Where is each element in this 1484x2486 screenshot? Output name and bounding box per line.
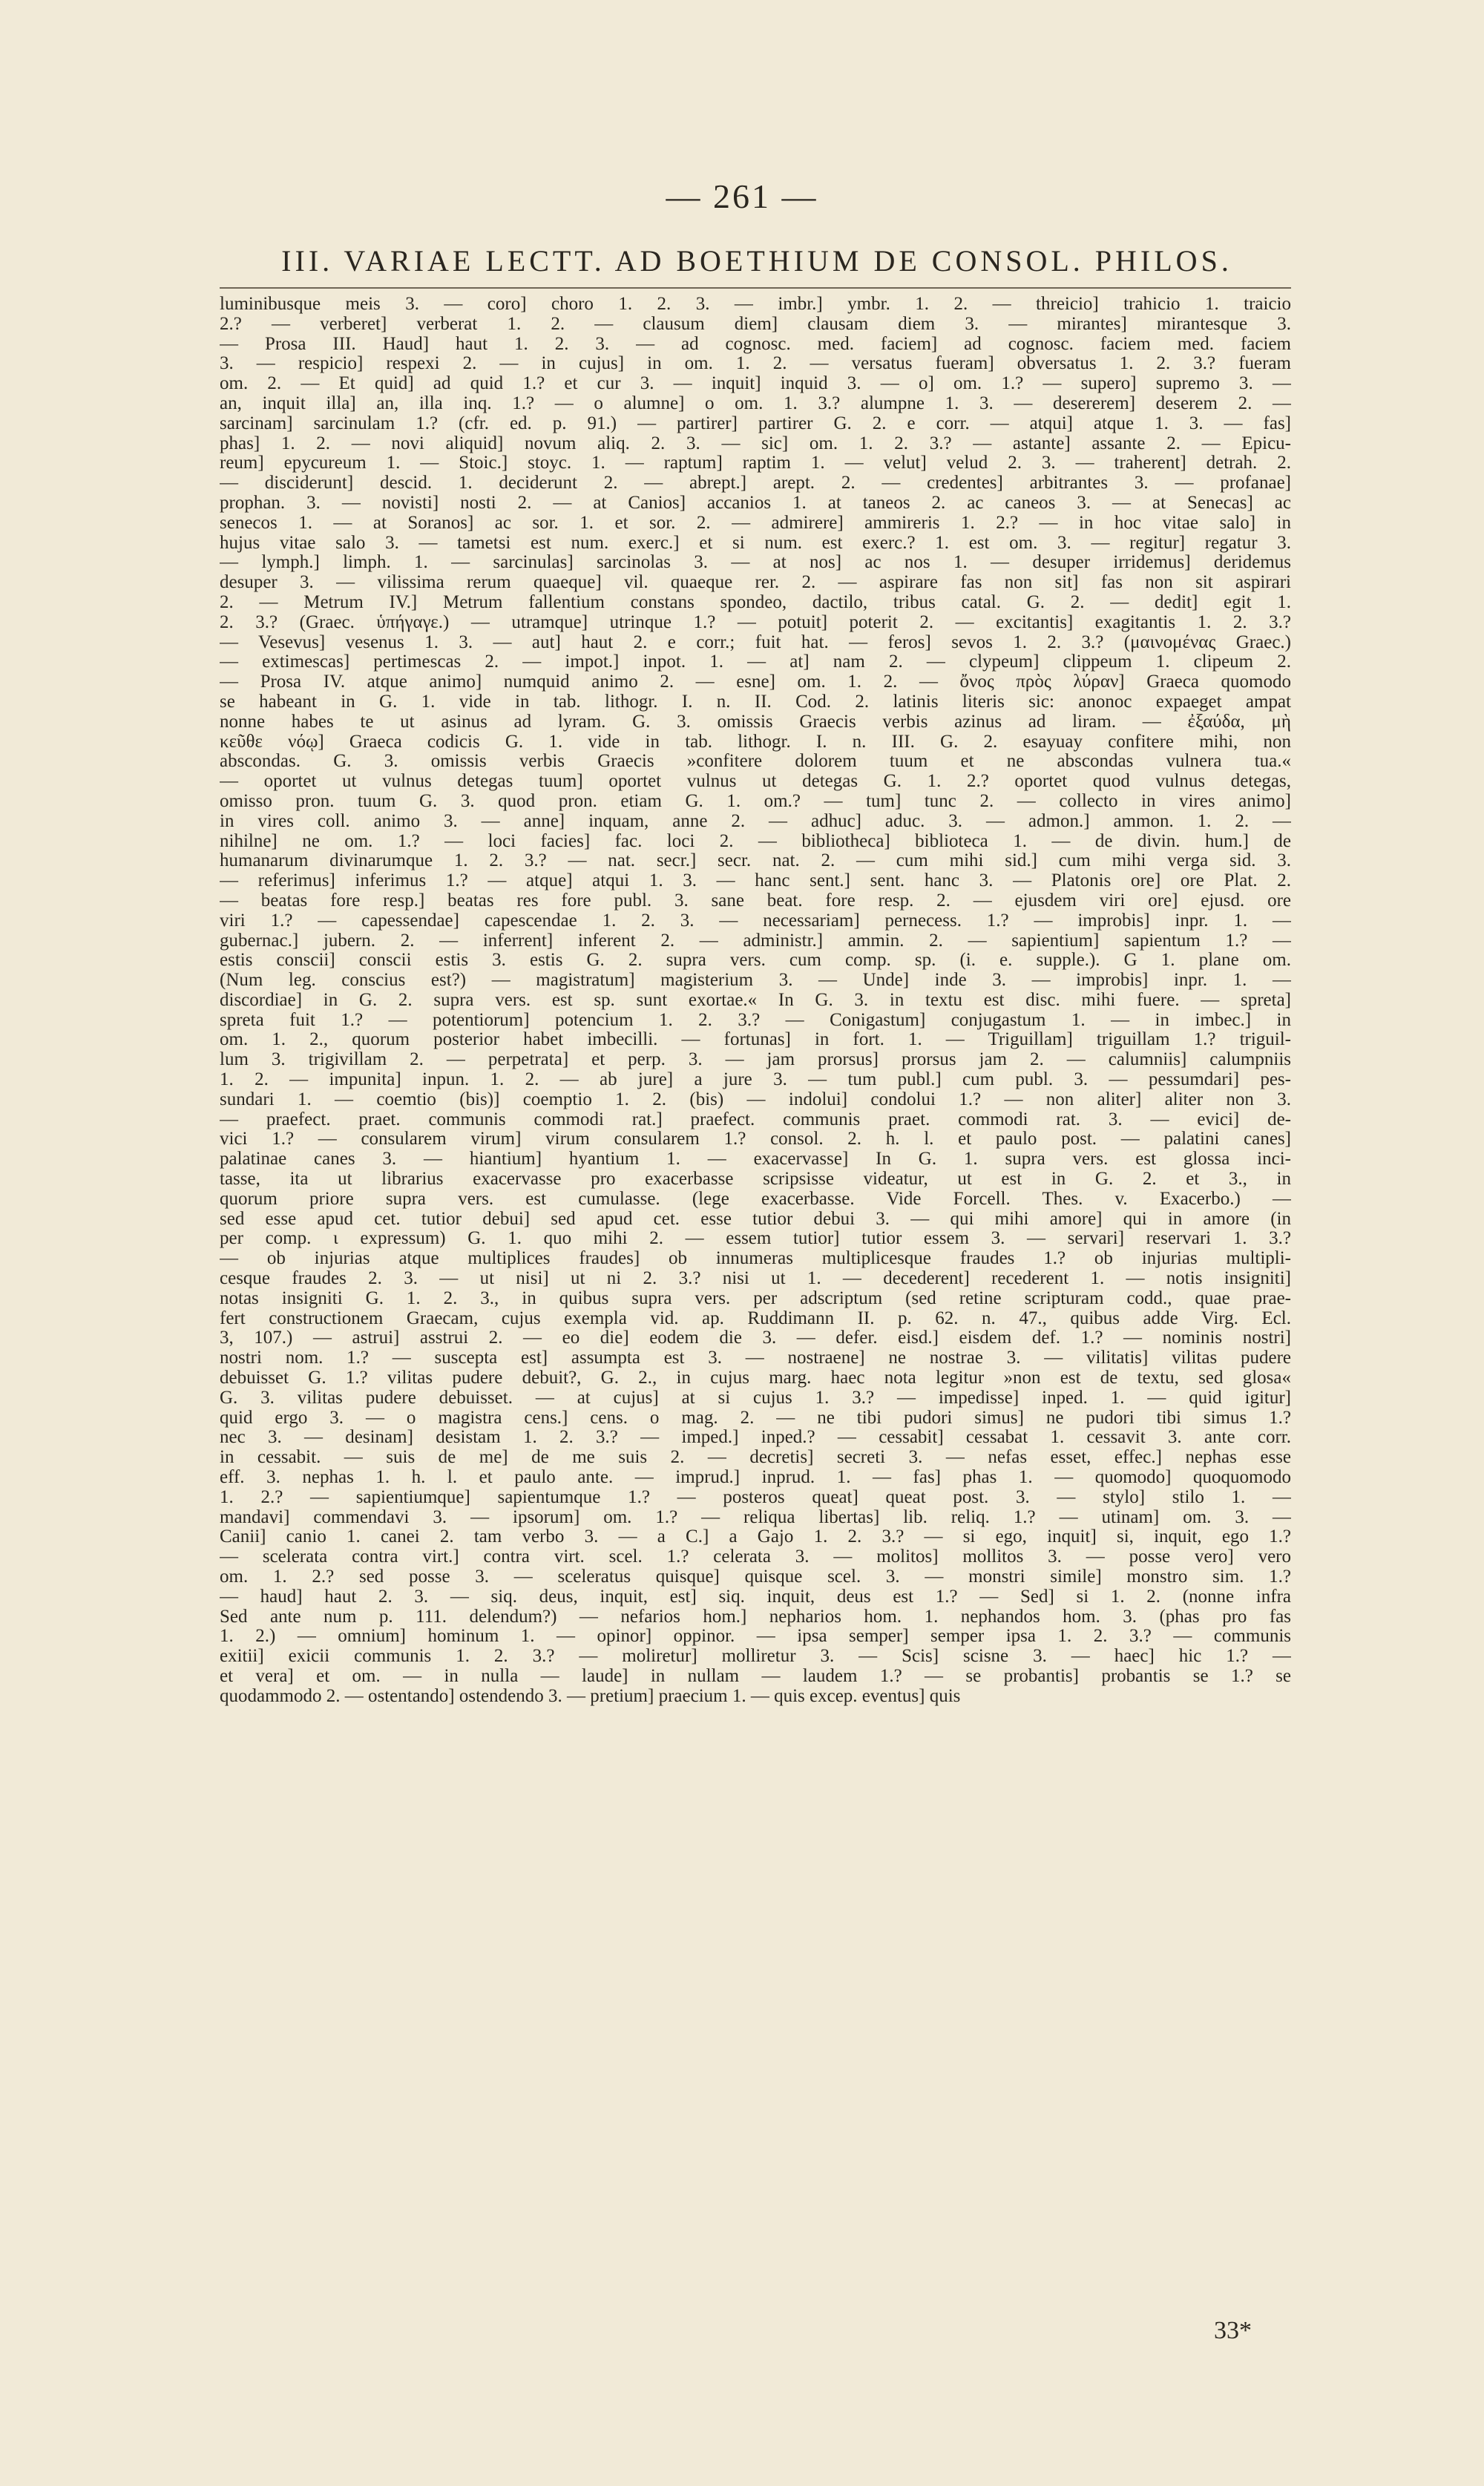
text-line: — Prosa III. Haud] haut 1. 2. 3. — ad cognosc. med. faciem] ad cognosc. faciem med. faciem: [220, 333, 1291, 354]
text-line: desuper 3. — vilissima rerum quaeque] vil. quaeque rer. 2. — aspirare fas non sit] fas non sit aspirari: [220, 572, 1291, 593]
text-line: senecos 1. — at Soranos] ac sor. 1. et sor. 2. — admirere] ammireris 1. 2.? — in hoc vitae salo] in: [220, 512, 1291, 533]
text-line: spreta fuit 1.? — potentiorum] potencium 1. 2. 3.? — Conigastum] conjugastum 1. — in imbec.] in: [220, 1009, 1291, 1030]
text-line: κεῦθε νόῳ] Graeca codicis G. 1. vide in tab. lithogr. I. n. III. G. 2. esayuay confitere mihi, non: [220, 731, 1291, 752]
text-line: humanarum divinarumque 1. 2. 3.? — nat. secr.] secr. nat. 2. — cum mihi sid.] cum mihi verga sid. 3.: [220, 850, 1291, 871]
text-line: prophan. 3. — novisti] nosti 2. — at Canios] accanios 1. at taneos 2. ac caneos 3. — at Senecas] ac: [220, 492, 1291, 513]
text-line: Canii] canio 1. canei 2. tam verbo 3. — a C.] a Gajo 1. 2. 3.? — si ego, inquit] si, inquit, ego 1.?: [220, 1526, 1291, 1547]
text-line: se habeant in G. 1. vide in tab. lithogr. I. n. II. Cod. 2. latinis literis sic: anonoc expaeget ampat: [220, 691, 1291, 712]
text-line: discordiae] in G. 2. supra vers. est sp. sunt exortae.« In G. 3. in textu est disc. mihi fuere. — spreta]: [220, 989, 1291, 1010]
text-line: nonne habes te ut asinus ad lyram. G. 3. omissis Graecis verbis azinus ad liram. — ἐξαύδα, μὴ: [220, 711, 1291, 732]
text-line: vici 1.? — consularem virum] virum consularem 1.? consol. 2. h. l. et paulo post. — palatini canes]: [220, 1129, 1291, 1149]
text-line: et vera] et om. — in nulla — laude] in nullam — laudem 1.? — se probantis] probantis se 1.? se: [220, 1665, 1291, 1686]
text-line: in cessabit. — suis de me] de me suis 2. — decretis] secreti 3. — nefas esset, effec.] nephas esse: [220, 1447, 1291, 1468]
apparatus-text: [220, 295, 1291, 2312]
text-line: sed esse apud cet. tutior debui] sed apud cet. esse tutior debui 3. — qui mihi amore] qui in amore (in: [220, 1208, 1291, 1229]
text-line: viri 1.? — capessendae] capescendae 1. 2. 3. — necessariam] pernecess. 1.? — improbis] inpr. 1. —: [220, 910, 1291, 931]
text-line: eff. 3. nephas 1. h. l. et paulo ante. — imprud.] inprud. 1. — fas] phas 1. — quomodo] quoquomodo: [220, 1467, 1291, 1488]
text-line: 1. 2.) — omnium] hominum 1. — opinor] oppinor. — ipsa semper] semper ipsa 1. 2. 3.? — communis: [220, 1626, 1291, 1647]
text-line: debuisset G. 1.? vilitas pudere debuit?, G. 2., in cujus marg. haec nota legitur »non est de textu, sed glosa«: [220, 1368, 1291, 1388]
text-line: 3, 107.) — astrui] asstrui 2. — eo die] eodem die 3. — defer. eisd.] eisdem def. 1.? — nominis nostri]: [220, 1328, 1291, 1348]
text-line: om. 1. 2.? sed posse 3. — sceleratus quisque] quisque scel. 3. — monstri simile] monstro sim. 1.?: [220, 1567, 1291, 1587]
text-line: — scelerata contra virt.] contra virt. scel. 1.? celerata 3. — molitos] mollitos 3. — posse vero] vero: [220, 1547, 1291, 1567]
text-line: G. 3. vilitas pudere debuisset. — at cujus] at si cujus 1. 3.? — impedisse] inped. 1. — quid igitur]: [220, 1387, 1291, 1408]
text-line: fert constructionem Graecam, cujus exempla vid. ap. Ruddimann II. p. 62. n. 47., quibus adde Virg. Ecl.: [220, 1308, 1291, 1328]
text-line: notas insigniti G. 1. 2. 3., in quibus supra vers. per adscriptum (sed retine scripturam codd., quae prae-: [220, 1288, 1291, 1308]
text-line: lum 3. trigivillam 2. — perpetrata] et perp. 3. — jam prorsus] prorsus jam 2. — calumniis] calumpniis: [220, 1049, 1291, 1070]
text-line: nihilne] ne om. 1.? — loci facies] fac. loci 2. — bibliotheca] biblioteca 1. — de divin. hum.] de: [220, 830, 1291, 851]
text-line: mandavi] commendavi 3. — ipsorum] om. 1.? — reliqua libertas] lib. reliq. 1.? — utinam] om. 3. —: [220, 1506, 1291, 1527]
text-line: om. 1. 2., quorum posterior habet imbecilli. — fortunas] in fort. 1. — Triguillam] triguillam 1.? triguil-: [220, 1029, 1291, 1050]
text-line: tasse, ita ut librarius exacervasse pro exacerbasse scripsisse videatur, ut est in G. 2. et 3., in: [220, 1169, 1291, 1190]
text-line: sundari 1. — coemtio (bis)] coemptio 1. 2. (bis) — indolui] condolui 1.? — non aliter] aliter non 3.: [220, 1089, 1291, 1109]
text-line: quid ergo 3. — o magistra cens.] cens. o mag. 2. — ne tibi pudori simus] ne pudori tibi simus 1.?: [220, 1407, 1291, 1428]
text-line: — beatas fore resp.] beatas res fore publ. 3. sane beat. fore resp. 2. — ejusdem viri ore] ejusd. ore: [220, 890, 1291, 911]
text-line: 2. 3.? (Graec. ὑπήγαγε.) — utramque] utrinque 1.? — potuit] poterit 2. — excitantis] exagitantis 1. 2. 3.?: [220, 611, 1291, 632]
text-line: cesque fraudes 2. 3. — ut nisi] ut ni 2. 3.? nisi ut 1. — decederent] recederent 1. — notis insigniti]: [220, 1268, 1291, 1289]
text-line: sarcinam] sarcinulam 1.? (cfr. ed. p. 91.) — partirer] partirer G. 2. e corr. — atqui] atque 1. 3. — fas]: [220, 413, 1291, 433]
text-line: reum] epycureum 1. — Stoic.] stoyc. 1. — raptum] raptim 1. — velut] velud 2. 3. — traherent] detrah. 2.: [220, 453, 1291, 473]
text-line: palatinae canes 3. — hiantium] hyantium 1. — exacervasse] In G. 1. supra vers. est glossa inci-: [220, 1149, 1291, 1170]
text-line: — referimus] inferimus 1.? — atque] atqui 1. 3. — hanc sent.] sent. hanc 3. — Platonis ore] ore Plat. 2.: [220, 870, 1291, 891]
text-line: — lymph.] limph. 1. — sarcinulas] sarcinolas 3. — at nos] ac nos 1. — desuper irridemus] deridemus: [220, 552, 1291, 573]
text-line: hujus vitae salo 3. — tametsi est num. exerc.] et si num. est exerc.? 1. est om. 3. — regitur] regatur 3.: [220, 532, 1291, 553]
text-line: 2. — Metrum IV.] Metrum fallentium constans spondeo, dactilo, tribus catal. G. 2. — dedit] egit 1.: [220, 591, 1291, 612]
text-line: nostri nom. 1.? — suscepta est] assumpta est 3. — nostraene] ne nostrae 3. — vilitatis] vilitas pudere: [220, 1348, 1291, 1368]
text-line: — extimescas] pertimescas 2. — impot.] inpot. 1. — at] nam 2. — clypeum] clippeum 1. clipeum 2.: [220, 652, 1291, 672]
text-line: 1. 2. — impunita] inpun. 1. 2. — ab jure] a jure 3. — tum publ.] cum publ. 3. — pessumdari] pes-: [220, 1069, 1291, 1090]
text-line: — haud] haut 2. 3. — siq. deus, inquit, est] siq. inquit, deus est 1.? — Sed] si 1. 2. (nonne infra: [220, 1586, 1291, 1607]
printer-signature: 33*: [1214, 2317, 1252, 2344]
text-line: luminibusque meis 3. — coro] choro 1. 2. 3. — imbr.] ymbr. 1. 2. — threicio] trahicio 1. traicio: [220, 295, 1291, 314]
text-line: — Vesevus] vesenus 1. 3. — aut] haut 2. e corr.; fuit hat. — feros] sevos 1. 2. 3.? (μαινομένας Graec.): [220, 632, 1291, 652]
running-head: III. VARIAE LECTT. AD BOETHIUM DE CONSOL. PHILOS.: [281, 244, 1232, 278]
text-line: exitii] exicii communis 1. 2. 3.? — moliretur] molliretur 3. — Scis] scisne 3. — haec] hic 1.? —: [220, 1646, 1291, 1667]
text-line: abscondas. G. 3. omissis verbis Graecis »confitere dolorem tuum et ne abscondas vulnera tua.«: [220, 751, 1291, 772]
header-rule: [220, 287, 1291, 289]
text-line: phas] 1. 2. — novi aliquid] novum aliq. 2. 3. — sic] om. 1. 2. 3.? — astante] assante 2. — Epicu-: [220, 433, 1291, 453]
text-line: — praefect. praet. communis commodi rat.] praefect. communis praet. commodi rat. 3. — evici] de-: [220, 1109, 1291, 1129]
text-line: — ob injurias atque multiplices fraudes] ob innumeras multiplicesque fraudes 1.? ob injurias multipli-: [220, 1248, 1291, 1269]
text-line: nec 3. — desinam] desistam 1. 2. 3.? — imped.] inped.? — cessabit] cessabat 1. cessavit 3. ante corr.: [220, 1427, 1291, 1448]
text-line: — oportet ut vulnus detegas tuum] oportet vulnus ut detegas G. 1. 2.? oportet quod vulnus detegas,: [220, 771, 1291, 792]
text-line: estis conscii] conscii estis 3. estis G. 2. supra vers. cum comp. sp. (i. e. supple.). G 1. plane om.: [220, 950, 1291, 971]
text-line: quodammodo 2. — ostentando] ostendendo 3. — pretium] praecium 1. — quis excep. eventus] quis: [220, 1685, 961, 1706]
text-line: om. 2. — Et quid] ad quid 1.? et cur 3. — inquit] inquid 3. — o] om. 1.? — supero] supremo 3. —: [220, 373, 1291, 394]
text-line: in vires coll. animo 3. — anne] inquam, anne 2. — adhuc] aduc. 3. — admon.] ammon. 1. 2. —: [220, 810, 1291, 831]
text-line: per comp. ι expressum) G. 1. quo mihi 2. — essem tutior] tutior essem 3. — servari] reservari 1. 3.?: [220, 1228, 1291, 1249]
text-line: omisso pron. tuum G. 3. quod pron. etiam G. 1. om.? — tum] tunc 2. — collecto in vires animo]: [220, 790, 1291, 811]
text-line: — disciderunt] descid. 1. deciderunt 2. — abrept.] arept. 2. — credentes] arbitrantes 3. — profanae]: [220, 473, 1291, 493]
text-line: — Prosa IV. atque animo] numquid animo 2. — esne] om. 1. 2. — ὄνος πρὸς λύραν] Graeca quomodo: [220, 672, 1291, 692]
text-line: 1. 2.? — sapientiumque] sapientumque 1.? — posteros queat] queat post. 3. — stylo] stilo 1. —: [220, 1486, 1291, 1507]
text-line: 2.? — verberet] verberat 1. 2. — clausum diem] clausam diem 3. — mirantes] mirantesque 3.: [220, 313, 1291, 334]
text-line: gubernac.] jubern. 2. — inferrent] inferent 2. — administr.] ammin. 2. — sapientium] sapientum 1.? —: [220, 930, 1291, 951]
text-line: an, inquit illa] an, illa inq. 1.? — o alumne] o om. 1. 3.? alumpne 1. 3. — desererem] deserem 2. —: [220, 393, 1291, 413]
text-line: Sed ante num p. 111. delendum?) — nefarios hom.] nepharios hom. 1. nephandos hom. 3. (phas pro fas: [220, 1606, 1291, 1627]
page-number: — 261 —: [666, 177, 818, 215]
text-line: (Num leg. conscius est?) — magistratum] magisterium 3. — Unde] inde 3. — improbis] inpr. 1. —: [220, 970, 1291, 991]
text-line: quorum priore supra vers. est cumulasse. (lege exacerbasse. Vide Forcell. Thes. v. Exacerbo.) —: [220, 1188, 1291, 1209]
text-line: 3. — respicio] respexi 2. — in cujus] in om. 1. 2. — versatus fueram] obversatus 1. 2. 3.? fueram: [220, 353, 1291, 374]
